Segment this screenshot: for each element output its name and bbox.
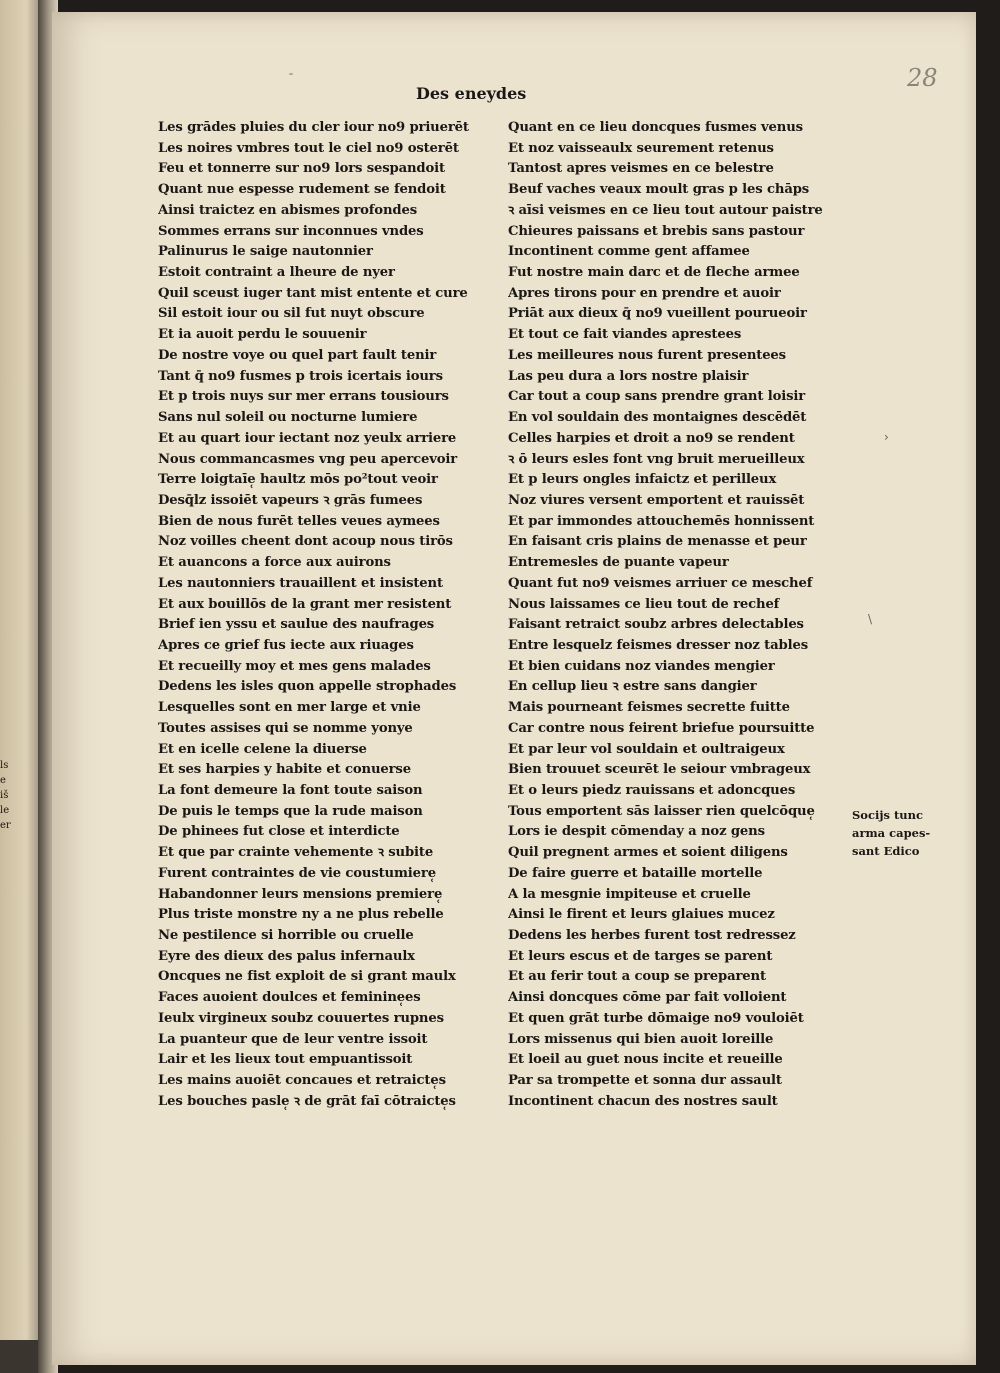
verse-line: Celles harpies et droit a no9 se rendent [508, 430, 795, 446]
marginal-note-line: arma capes- [852, 826, 931, 840]
verse-line: Dedens les isles quon appelle strophades [158, 679, 457, 695]
verse-line: Eyre des dieux des palus infernaulx [158, 948, 415, 964]
verse-line: Sommes errans sur inconnues vndes [158, 223, 424, 239]
verse-line: Lors missenus qui bien auoit loreille [508, 1031, 774, 1047]
verse-line: En vol souldain des montaignes descēdēt [508, 410, 807, 426]
verse-line: Bien de nous furēt telles veues aymees [158, 513, 440, 529]
verse-line: Nous laissames ce lieu tout de rechef [508, 596, 780, 612]
verse-line: Et tout ce fait viandes aprestees [508, 327, 742, 343]
left-fragment: le [0, 805, 10, 816]
verse-line: Terre loigtaīe̜ haultz mōs po²tout veoir [158, 472, 438, 488]
verse-line: Et leurs escus et de targes se parent [508, 948, 773, 964]
verse-line: Apres tirons pour en prendre et auoir [508, 285, 781, 301]
verse-line: Sil estoit iour ou sil fut nuyt obscure [158, 306, 425, 322]
verse-line: Oncques ne fist exploit de si grant maulx [158, 969, 456, 985]
verse-line: Furent contraintes de vie coustumiere̜ [158, 865, 436, 881]
verse-line: Faces auoient doulces et feminine̜es [158, 990, 421, 1006]
verse-line: Et recueilly moy et mes gens malades [158, 658, 431, 674]
verse-line: Incontinent comme gent affamee [508, 244, 750, 260]
verse-line: Estoit contraint a lheure de nyer [158, 265, 395, 281]
verse-line: Car contre nous feirent briefue poursuitte [508, 720, 815, 736]
verse-line: Et ses harpies y habite et conuerse [158, 762, 411, 778]
verse-line: Bien trouuet sceurēt le seiour vmbrageux [508, 762, 811, 778]
left-fragment: iš [0, 790, 9, 801]
verse-line: Palinurus le saige nautonnier [158, 244, 373, 260]
verse-line: Les noires vmbres tout le ciel no9 osterēt [158, 140, 459, 156]
verse-line: Et o leurs piedz rauissans et adoncques [508, 783, 796, 798]
verse-line: Et quen grāt turbe dōmaige no9 vouloiēt [508, 1010, 804, 1026]
verse-line: Et ia auoit perdu le souuenir [158, 327, 367, 343]
verse-line: Lesquelles sont en mer large et vnie [158, 700, 421, 716]
left-fragment: e [0, 775, 6, 786]
ink-mark: › [884, 430, 889, 444]
marginal-note [852, 806, 942, 860]
verse-line: Et p leurs ongles infaictz et perilleux [508, 472, 777, 488]
verse-line: Entre lesquelz feismes dresser noz tables [508, 637, 808, 653]
verse-line: Les grādes pluies du cler iour no9 priuerēt [158, 120, 469, 135]
verse-line: ꝛ aīsi veismes en ce lieu tout autour paistre [508, 202, 823, 218]
verse-line: ꝛ ō leurs esles font vng bruit merueilleux [508, 451, 805, 467]
verse-line: Tant q̄ no9 fusmes p trois icertais iours [158, 368, 443, 384]
verse-line: Quil pregnent armes et soient diligens [508, 845, 788, 861]
verse-line: Quil sceust iuger tant mist entente et cure [158, 285, 468, 301]
verse-line: En cellup lieu ꝛ estre sans dangier [508, 679, 757, 695]
left-margin-fragments [0, 758, 30, 833]
verse-line: Ainsi traictez en abismes profondes [158, 202, 417, 218]
verse-line: Et p trois nuys sur mer errans tousiours [158, 389, 449, 405]
marginal-note-line: Socijs tunc [852, 808, 924, 822]
verse-line: Ainsi le firent et leurs glaiues mucez [508, 907, 775, 923]
verse-line: Et au quart iour iectant noz yeulx arriere [158, 430, 457, 446]
verse-line: Nous commancasmes vng peu apercevoir [158, 451, 458, 467]
verse-line: Et en icelle celene la diuerse [158, 741, 367, 757]
verse-line: Plus triste monstre ny a ne plus rebelle [158, 907, 444, 923]
verse-line: Ainsi doncques cōme par fait volloient [508, 990, 787, 1006]
folio-number: 28 [907, 64, 938, 92]
verse-line: Et aux bouillōs de la grant mer resistent [158, 596, 452, 612]
verse-line: Et noz vaisseaulx seurement retenus [508, 140, 774, 156]
verse-line: A la mesgnie impiteuse et cruelle [508, 886, 751, 902]
verse-line: Toutes assises qui se nomme yonye [158, 720, 413, 736]
ink-mark: ˉ [288, 72, 294, 86]
verse-line: Habandonner leurs mensions premiere̜ [158, 886, 443, 902]
verse-line: Ne pestilence si horrible ou cruelle [158, 928, 414, 944]
verse-line: De puis le temps que la rude maison [158, 803, 423, 819]
verse-line: Quant fut no9 veismes arriuer ce meschef [508, 575, 813, 591]
verse-line: La font demeure la font toute saison [158, 783, 423, 798]
verse-line: Faisant retraict soubz arbres delectables [508, 617, 804, 633]
verse-line: Et au ferir tout a coup se preparent [508, 969, 766, 985]
verse-line: Sans nul soleil ou nocturne lumiere [158, 410, 418, 426]
verse-line: Et auancons a force aux auirons [158, 555, 391, 571]
verse-line: Et que par crainte vehemente ꝛ subite [158, 845, 434, 861]
verse-line: Quant nue espesse rudement se fendoit [158, 182, 446, 198]
verse-line: Brief ien yssu et saulue des naufrages [158, 617, 435, 633]
verse-line: Et loeil au guet nous incite et reueille [508, 1052, 783, 1068]
verse-line: Les mains auoiēt concaues et retraicte̜s [158, 1073, 446, 1089]
verse-line: Dedens les herbes furent tost redressez [508, 928, 796, 944]
left-fragment: ls [0, 760, 9, 771]
verse-line: Les bouches pasle̜ ꝛ de grāt faī cōtraicte̜s [158, 1093, 456, 1109]
verse-line: Et par leur vol souldain et oultraigeux [508, 741, 785, 757]
text-column-right [508, 118, 848, 1113]
verse-line: La puanteur que de leur ventre issoit [158, 1031, 428, 1047]
verse-line: Quant en ce lieu doncques fusmes venus [508, 120, 803, 135]
verse-line: Noz voilles cheent dont acoup nous tirōs [158, 534, 453, 550]
verse-line: Mais pourneant feismes secrette fuitte [508, 700, 790, 716]
verse-line: En faisant cris plains de menasse et peur [508, 534, 807, 550]
verse-line: Fut nostre main darc et de fleche armee [508, 265, 800, 281]
verse-line: De phinees fut close et interdicte [158, 824, 400, 840]
verse-line: Tantost apres veismes en ce belestre [508, 161, 774, 177]
verse-line: Ieulx virgineux soubz couuertes rupnes [158, 1010, 444, 1026]
verse-line: Et bien cuidans noz viandes mengier [508, 658, 775, 674]
verse-line: Les meilleures nous furent presentees [508, 347, 786, 363]
ink-mark: \ [868, 612, 873, 626]
text-column-left [158, 118, 498, 1113]
verse-line: Les nautonniers trauaillent et insistent [158, 575, 443, 591]
verse-line: Par sa trompette et sonna dur assault [508, 1073, 782, 1089]
verse-line: Car tout a coup sans prendre grant loisir [508, 389, 806, 405]
verse-line: Lair et les lieux tout empuantissoit [158, 1052, 413, 1068]
verse-line: Noz viures versent emportent et rauissēt [508, 492, 805, 508]
left-fragment: er [0, 820, 11, 831]
verse-line: Desq̄lz issoiēt vapeurs ꝛ grās fumees [158, 492, 423, 508]
verse-line: De faire guerre et bataille mortelle [508, 865, 763, 881]
verse-line: Incontinent chacun des nostres sault [508, 1093, 778, 1109]
verse-line: Entremesles de puante vapeur [508, 555, 729, 571]
verse-line: Lors ie despit cōmenday a noz gens [508, 824, 765, 840]
verse-line: Apres ce grief fus iecte aux riuages [158, 637, 414, 653]
verse-line: Priāt aux dieux q̄ no9 vueillent pourueoir [508, 306, 807, 322]
verse-line: Feu et tonnerre sur no9 lors sespandoit [158, 161, 445, 177]
verse-line: De nostre voye ou quel part fault tenir [158, 347, 437, 363]
verse-line: Tous emportent sās laisser rien quelcōque̜ [508, 803, 815, 819]
running-head: Des eneydes [416, 84, 527, 103]
verse-line: Las peu dura a lors nostre plaisir [508, 368, 749, 384]
verse-line: Beuf vaches veaux moult gras p les chāps [508, 182, 810, 198]
verse-line: Et par immondes attouchemēs honnissent [508, 513, 815, 529]
marginal-note-line: sant Edico [852, 844, 920, 858]
verse-line: Chieures paissans et brebis sans pastour [508, 223, 805, 239]
